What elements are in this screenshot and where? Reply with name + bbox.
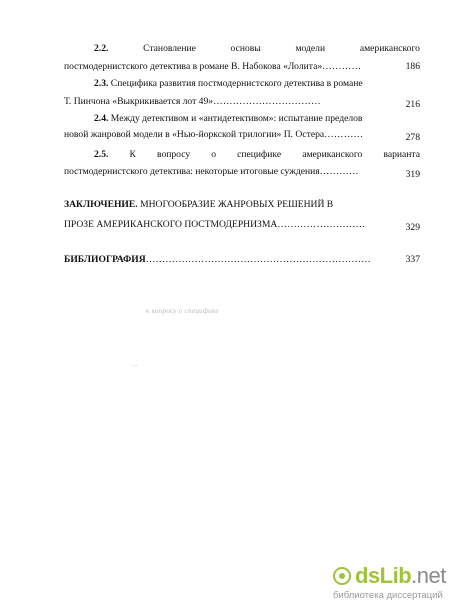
dslib-watermark [333, 563, 448, 607]
toc-leader-dots: ………… [324, 129, 364, 140]
toc-page-number: 319 [405, 169, 420, 180]
toc-entry-line2 [64, 94, 420, 109]
toc-page-number: 337 [405, 254, 420, 265]
toc-bibliography-line [64, 252, 420, 268]
dslib-tld: .net [411, 563, 446, 588]
toc-entry-title: Специфика развития постмодернистского детектива в романе [108, 78, 363, 89]
toc-word: модели [295, 43, 326, 54]
toc-entry-number: 2.3. [94, 78, 109, 89]
toc-conclusion-title: ПРОЗЕ АМЕРИКАНСКОГО ПОСТМОДЕРНИЗМА [64, 219, 278, 230]
dslib-logo-text [355, 563, 446, 589]
toc-entry-title: постмодернистского детектива: некоторые итоговые суждения [64, 166, 320, 177]
toc-leader-dots: ………… [322, 61, 362, 72]
toc-entry-title: Т. Пинчона «Выкрикивается лот 49» [64, 96, 214, 107]
toc-word: американского [302, 149, 363, 160]
toc-entry-line2 [64, 164, 420, 179]
dslib-brand: dsLib [355, 563, 412, 588]
toc-word: варианта [383, 149, 420, 160]
toc-entry-title: постмодернистского детектива в романе В. Набокова «Лолита» [64, 61, 323, 72]
toc-page-number: 216 [405, 99, 420, 110]
toc-bibliography [64, 252, 420, 268]
toc-word: американского [359, 43, 420, 54]
toc-page-number: 186 [405, 61, 420, 72]
toc-entry-line1 [64, 111, 420, 126]
bleed-through-text: к вопросу о специфике [146, 307, 219, 315]
toc-conclusion [64, 197, 420, 233]
toc-entry-title: новой жанровой модели в «Нью-йоркской трилогии» П. Остера [64, 129, 325, 140]
toc-conclusion-line1 [64, 197, 420, 213]
dslib-logo-icon [333, 567, 351, 585]
toc-leader-dots: …………………………… [213, 96, 321, 107]
toc-leader-dots: …………………………………………………………… [145, 254, 371, 265]
dslib-subtitle: библиотека диссертаций [333, 590, 443, 601]
toc-entry-line2 [64, 127, 420, 142]
toc-entry-line1 [64, 147, 420, 162]
toc-entry-number: 2.2. [94, 43, 109, 54]
toc-entry-2-4 [64, 111, 420, 142]
toc-word: К [129, 149, 136, 160]
toc-conclusion-line2 [64, 217, 420, 233]
toc-word: о [211, 149, 217, 160]
toc-entry-line2 [64, 59, 420, 74]
toc-leader-dots: ………… [319, 166, 359, 177]
toc-bibliography-label: БИБЛИОГРАФИЯ [64, 254, 146, 265]
toc-conclusion-label: ЗАКЛЮЧЕНИЕ. [64, 199, 138, 210]
toc-word: основы [230, 43, 261, 54]
toc-entry-number: 2.4. [94, 113, 109, 124]
toc-entry-2-3 [64, 76, 420, 109]
toc-entry-2-2 [64, 41, 420, 74]
toc-page-number: 329 [405, 222, 420, 233]
toc-page-number: 278 [405, 132, 420, 143]
toc-word: вопросу [156, 149, 191, 160]
toc-entry-2-5 [64, 147, 420, 179]
toc-word: специфике [237, 149, 282, 160]
toc-conclusion-title: МНОГООБРАЗИЕ ЖАНРОВЫХ РЕШЕНИЙ В [137, 199, 334, 210]
bleed-through-text: ... [132, 360, 139, 368]
toc-entry-number: 2.5. [94, 149, 109, 160]
toc-leader-dots: ……………………… [277, 219, 366, 230]
toc-entry-line1 [64, 41, 420, 56]
toc-word: Становление [143, 43, 196, 54]
toc-entry-line1 [64, 76, 420, 91]
toc-entry-title: Между детективом и «антидетективом»: испытание пределов [108, 113, 363, 124]
